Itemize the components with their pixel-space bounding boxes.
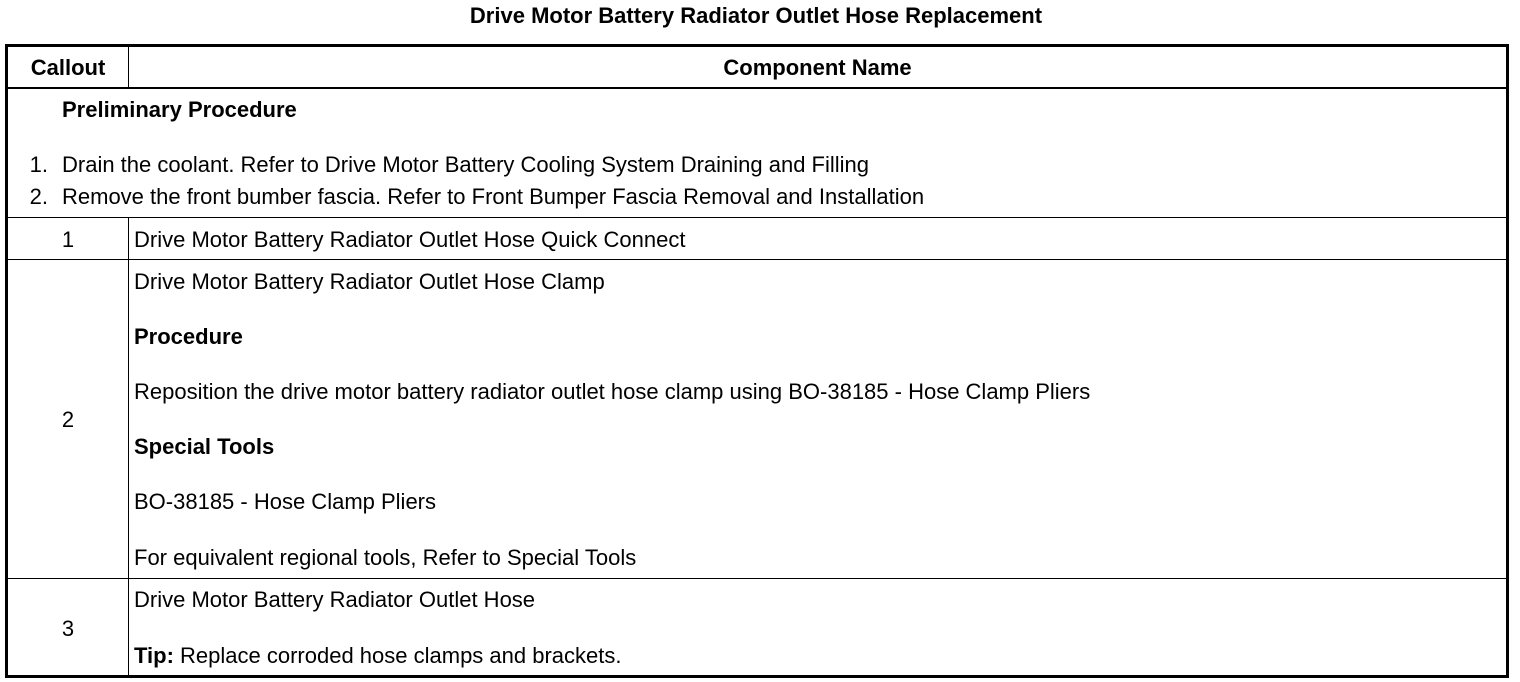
row-rule (8, 578, 1506, 579)
tip-label: Tip: (134, 643, 174, 668)
tip-text: Replace corroded hose clamps and brackets. (173, 643, 622, 668)
callout-column-divider (128, 218, 129, 675)
equivalent-tools-note: For equivalent regional tools, Refer to Special Tools (134, 545, 637, 570)
step-number: 1. (29, 152, 48, 177)
header-component-name: Component Name (723, 55, 912, 80)
procedure-text: Reposition the drive motor battery radiator outlet hose clamp using BO-38185 - Hose Clamp Pliers (134, 379, 1091, 404)
step-text: Remove the front bumber fascia. Refer to Front Bumper Fascia Removal and Installation (62, 184, 925, 209)
component-name: Drive Motor Battery Radiator Outlet Hose (134, 587, 536, 612)
page-title: Drive Motor Battery Radiator Outlet Hose Replacement (469, 3, 1043, 28)
callout-number: 1 (61, 227, 75, 252)
tip-line (134, 642, 622, 670)
step-text: Drain the coolant. Refer to Drive Motor Battery Cooling System Draining and Filling (62, 152, 870, 177)
step-number: 2. (29, 184, 48, 209)
component-name: Drive Motor Battery Radiator Outlet Hose Clamp (134, 269, 605, 294)
procedure-table (5, 44, 1509, 678)
header-bottom-rule (8, 87, 1506, 89)
header-divider (128, 47, 129, 87)
preliminary-heading: Preliminary Procedure (62, 97, 297, 122)
callout-number: 3 (61, 616, 75, 641)
preliminary-bottom-rule (8, 217, 1506, 218)
procedure-heading: Procedure (134, 324, 243, 349)
component-name: Drive Motor Battery Radiator Outlet Hose Quick Connect (134, 227, 686, 252)
header-callout: Callout (30, 55, 106, 80)
row-rule (8, 259, 1506, 260)
special-tools-heading: Special Tools (134, 434, 275, 459)
special-tool-item: BO-38185 - Hose Clamp Pliers (134, 489, 437, 514)
callout-number: 2 (61, 407, 75, 432)
